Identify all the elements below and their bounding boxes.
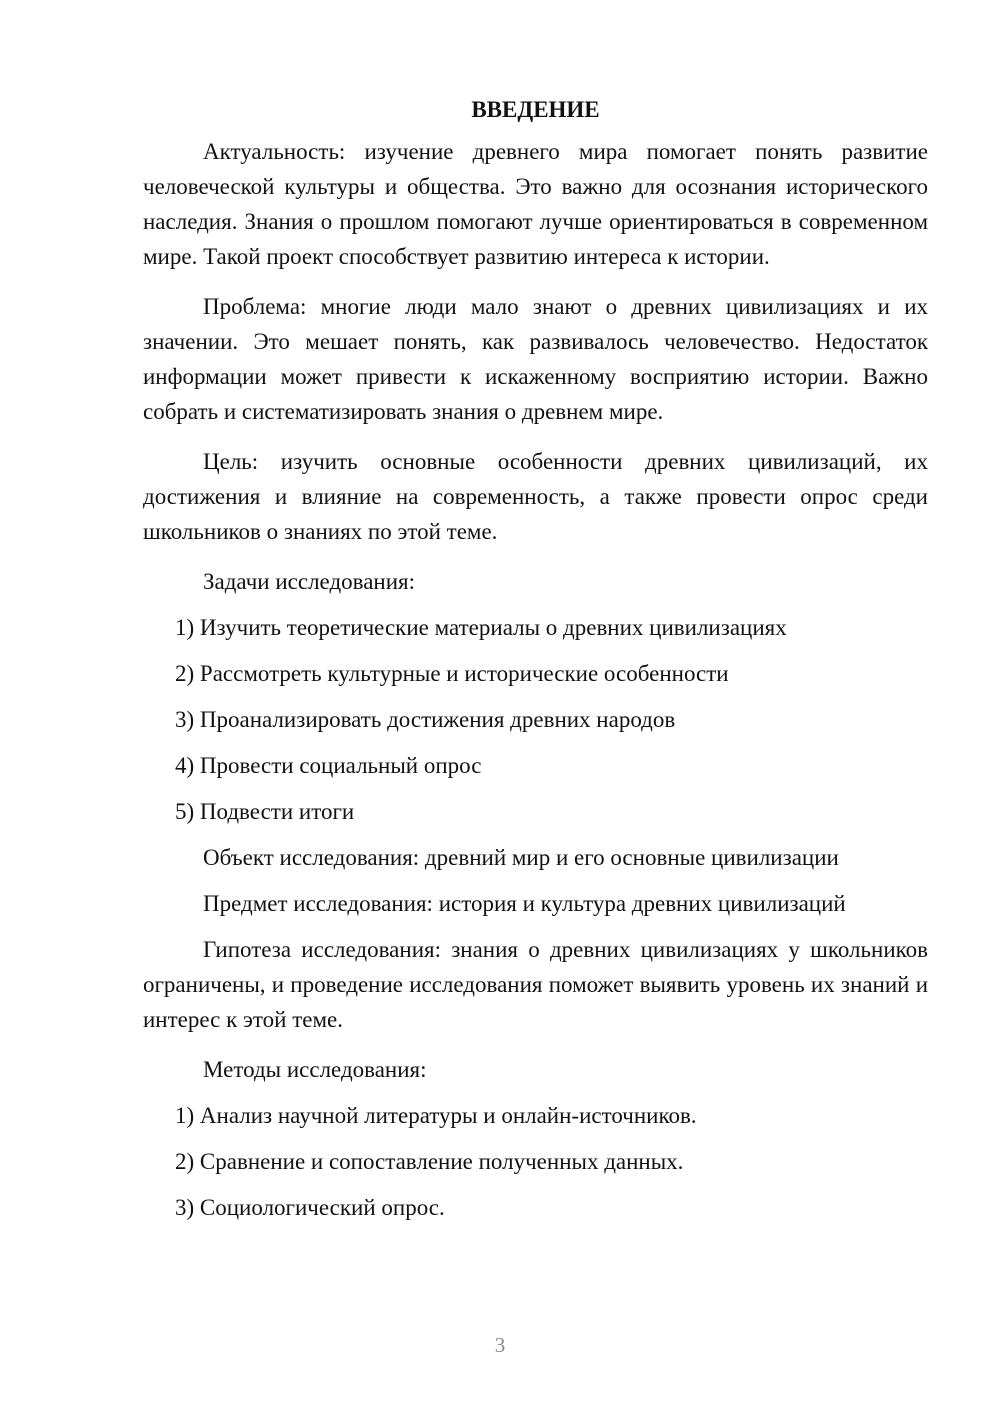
goal-paragraph: Цель: изучить основные особенности древних цивилизаций, их достижения и влияние на современность, а также провести опрос среди школьников о знаниях по этой теме. — [143, 449, 928, 544]
list-item: 5) Подвести итоги — [175, 799, 355, 824]
list-item: 3) Проанализировать достижения древних народов — [175, 707, 676, 732]
list-item: 3) Социологический опрос. — [175, 1195, 445, 1220]
methods-heading: Методы исследования: — [203, 1057, 427, 1082]
tasks-list — [143, 610, 928, 829]
subject-line: Предмет исследования: история и культура древних цивилизаций — [203, 891, 846, 916]
object-line: Объект исследования: древний мир и его основные цивилизации — [203, 845, 839, 870]
list-item: 1) Анализ научной литературы и онлайн-источников. — [175, 1103, 697, 1128]
hypothesis-paragraph: Гипотеза исследования: знания о древних цивилизациях у школьников ограничены, и проведение исследования поможет выявить уровень их знаний и интерес к этой теме. — [143, 937, 928, 1032]
page-title: ВВЕДЕНИЕ — [471, 97, 600, 122]
list-item: 4) Провести социальный опрос — [175, 753, 482, 778]
relevance-paragraph: Актуальность: изучение древнего мира помогает понять развитие человеческой культуры и общества. Это важно для осознания исторического наследия. Знания о прошлом помогают лучше ориентироваться в современном мире. Такой проект способствует развитию интереса к истории. — [143, 139, 928, 269]
tasks-heading: Задачи исследования: — [203, 569, 416, 594]
list-item: 1) Изучить теоретические материалы о древних цивилизациях — [175, 615, 787, 640]
list-item: 2) Сравнение и сопоставление полученных данных. — [175, 1149, 684, 1174]
page-number: 3 — [494, 1333, 506, 1357]
list-item: 2) Рассмотреть культурные и исторические особенности — [175, 661, 729, 686]
problem-paragraph: Проблема: многие люди мало знают о древних цивилизациях и их значении. Это мешает понять, как развивалось человечество. Недостаток информации может привести к искаженному восприятию истории. Важно собрать и систематизировать знания о древнем мире. — [143, 294, 928, 424]
document-page — [143, 92, 928, 1236]
methods-list — [143, 1098, 928, 1225]
